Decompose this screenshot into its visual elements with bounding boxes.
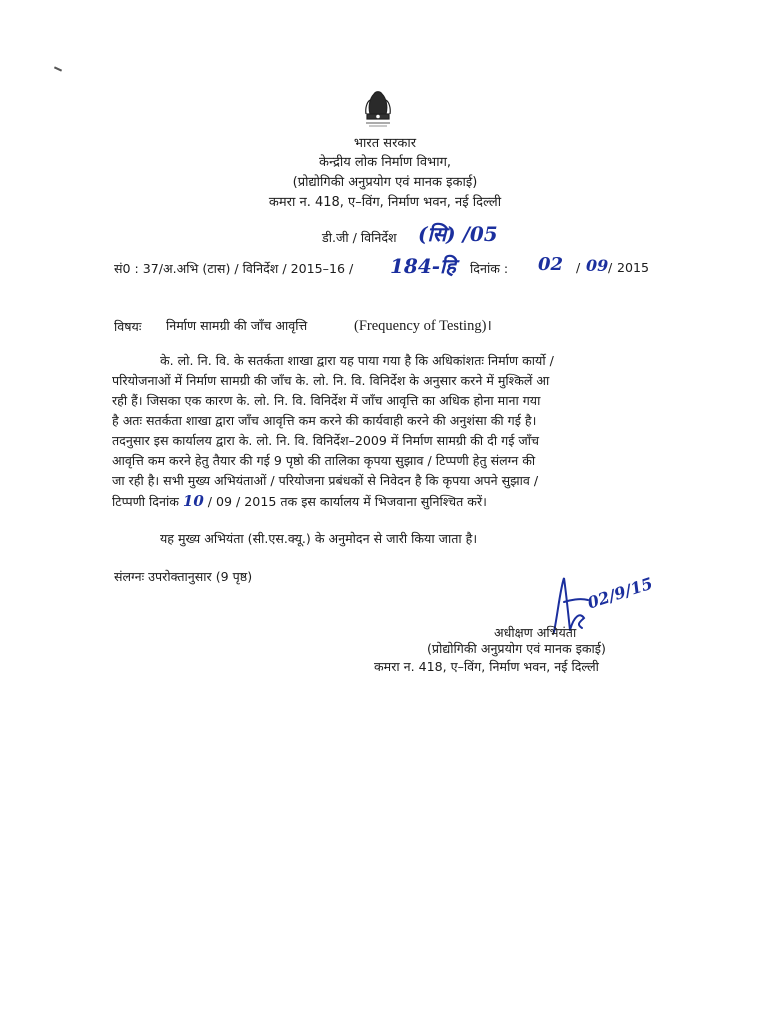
date-month-handwritten: 09 [586, 256, 609, 275]
letterhead-line-government: भारत सरकार [353, 136, 417, 151]
deadline-prefix: टिप्पणी दिनांक [112, 494, 183, 509]
national-emblem-icon [358, 84, 398, 132]
dg-reference-handwritten: (सि) /05 [418, 222, 498, 246]
signatory-designation: अधीक्षण अभियंता [494, 625, 577, 640]
subject-text-hindi: निर्माण सामग्री की जाँच आवृत्ति [166, 318, 308, 333]
file-number-handwritten: 184-हि [390, 254, 456, 278]
body-line: परियोजनाओं में निर्माण सामग्री की जाँच के. लो. नि. वि. विनिर्देश के अनुसार करने में मुश्किलें आ [112, 373, 550, 388]
letterhead-line-unit: (प्रोद्योगिकी अनुप्रयोग एवं मानक इकाई) [292, 175, 478, 190]
body-line: जा रही है। सभी मुख्य अभियंताओं / परियोजना प्रबंधकों से निवेदन है कि कृपया अपने सुझाव / [112, 473, 539, 488]
subject-label: विषयः [114, 319, 142, 334]
scan-mark [54, 66, 62, 71]
date-label: दिनांक : [470, 261, 509, 276]
body-line: आवृत्ति कम करने हेतु तैयार की गई 9 पृष्ठो की तालिका कृपया सुझाव / टिप्पणी हेतु संलग्न की [112, 453, 536, 468]
file-number: सं0 : 37/अ.अभि (टास) / विनिर्देश / 2015–16 / [114, 261, 354, 276]
approval-note: यह मुख्य अभियंता (सी.एस.क्यू.) के अनुमोदन से जारी किया जाता है। [160, 531, 478, 546]
dg-reference-label: डी.जी / विनिर्देश [322, 230, 397, 245]
body-line: रही हैं। जिसका एक कारण के. लो. नि. वि. विनिर्देश में जाँच आवृत्ति का अधिक होना माना गया [112, 393, 541, 408]
body-paragraph [112, 351, 652, 511]
deadline-suffix: / 09 / 2015 तक इस कार्यालय में भिजवाना सुनिश्चित करें। [203, 494, 487, 509]
date-year: 2015 [617, 260, 650, 275]
body-line-deadline [112, 491, 652, 511]
deadline-day-handwritten: 10 [182, 492, 204, 510]
enclosure-note: संलग्नः उपरोक्तानुसार (9 पृष्ठ) [114, 569, 253, 584]
letter-page: भारत सरकार केन्द्रीय लोक निर्माण विभाग, (प्रोद्योगिकी अनुप्रयोग एवं मानक इकाई) कमरा न. 418, ए–विंग, निर्माण भवन, नई दिल्ली डी.जी / विनिर्देश (सि) /05 सं0 : 37/अ.अभि (टास) / विनिर्देश / 2015–16 / 184-हि दिनांक : 02 / 09 / 2015 विषयः निर्माण सामग्री की जाँच आवृत्ति (Frequency of Testing)। के. लो. नि. वि. के सतर्कता शाखा द्वारा यह पाया गया है कि अधिकांशतः निर्माण कार्यो / परियोजनाओं में निर्माण सामग्री की जाँच के. लो. नि. वि. विनिर्देश के अनुसार करने में मुश्किलें आ रही हैं। जिसका एक कारण के. लो. नि. वि. विनिर्देश में जाँच आवृत्ति का अधिक होना माना गया है अतः सतर्कता शाखा द्वारा जाँच आवृत्ति कम करने की कार्यवाही करने की अनुशंसा की गई है। तदनुसार इस कार्यालय द्वारा के. लो. नि. वि. विनिर्देश–2009 में निर्माण सामग्री की दी गई जाँच आवृत्ति कम करने हेतु तैयार की गई 9 पृष्ठो की तालिका कृपया सुझाव / टिप्पणी हेतु संलग्न की जा रही है। सभी मुख्य अभियंताओं / परियोजना प्रबंधकों से निवेदन है कि कृपया अपने सुझाव / टिप्पणी दिनांक 10 / 09 / 2015 तक इस कार्यालय में भिजवाना सुनिश्चित करें। यह मुख्य अभियंता (सी.एस.क्यू.) के अनुमोदन से जारी किया जाता है। संलग्नः उपरोक्तानुसार (9 पृष्ठ) 02/9/15 अधीक्षण अभियंता (प्रोद्योगिकी अनुप्रयोग एवं मानक इकाई) कमरा न. 418, ए–विंग, निर्माण भवन, नई दिल्ली [0, 0, 768, 1024]
subject-text-english: (Frequency of Testing)। [354, 318, 492, 334]
date-day-handwritten: 02 [538, 254, 564, 275]
signatory-address: कमरा न. 418, ए–विंग, निर्माण भवन, नई दिल्ली [374, 659, 599, 674]
body-line: तदनुसार इस कार्यालय द्वारा के. लो. नि. वि. विनिर्देश–2009 में निर्माण सामग्री की दी गई जाँच [112, 433, 540, 448]
letterhead-line-department: केन्द्रीय लोक निर्माण विभाग, [318, 155, 452, 170]
body-line: है अतः सतर्कता शाखा द्वारा जाँच आवृत्ति कम करने की कार्यवाही करने की अनुशंसा की गई है। [112, 413, 537, 428]
signatory-unit: (प्रोद्योगिकी अनुप्रयोग एवं मानक इकाई) [427, 641, 606, 656]
body-line: के. लो. नि. वि. के सतर्कता शाखा द्वारा यह पाया गया है कि अधिकांशतः निर्माण कार्यो / [160, 353, 554, 368]
letterhead-line-address: कमरा न. 418, ए–विंग, निर्माण भवन, नई दिल्ली [268, 195, 502, 210]
signature-date-handwritten: 02/9/15 [585, 573, 655, 613]
